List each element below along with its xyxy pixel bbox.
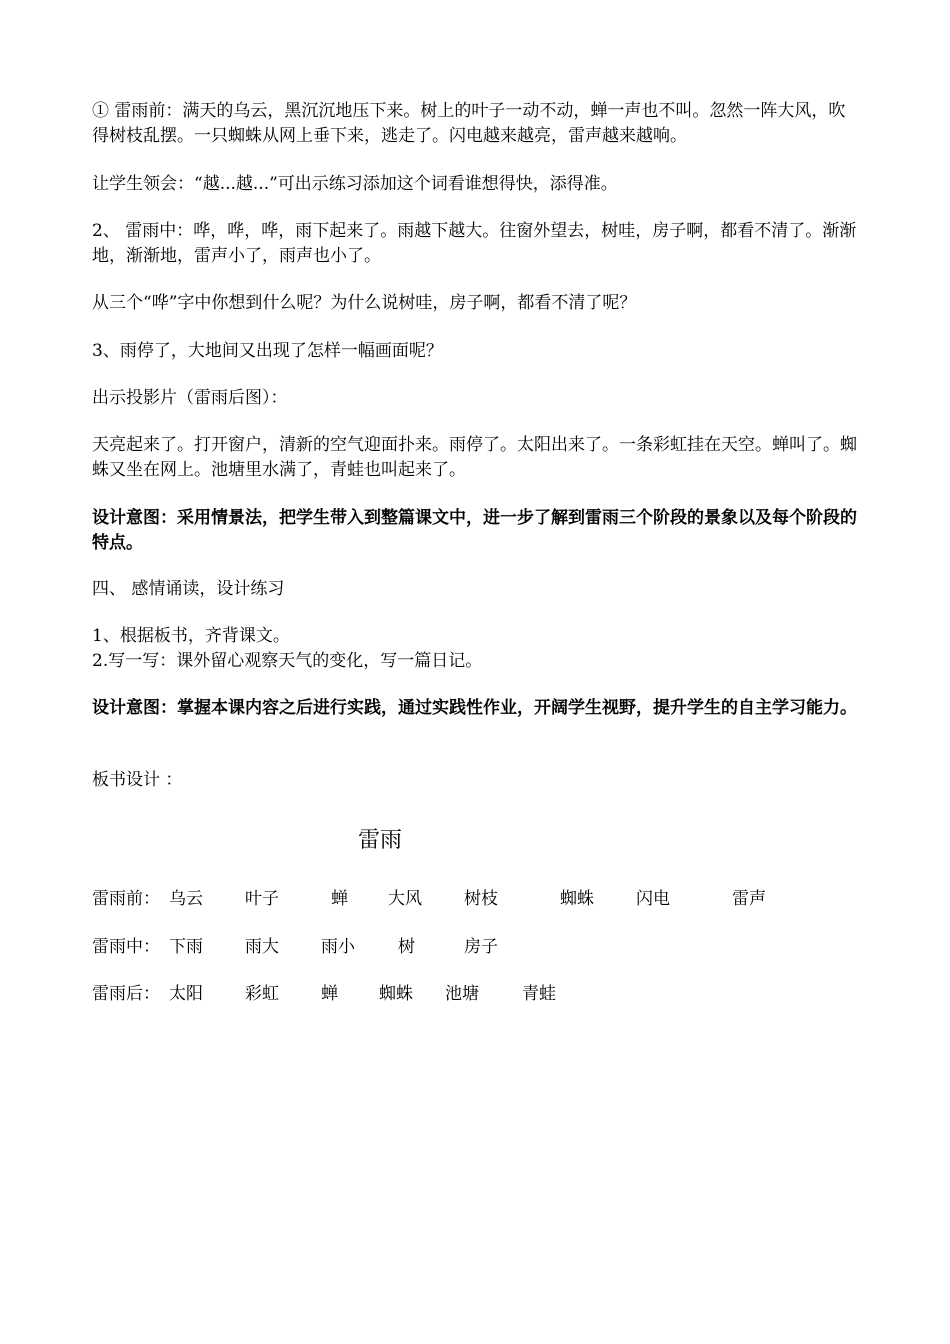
board-row-label: 雷雨前： <box>92 889 160 909</box>
board-item: 树 <box>398 937 415 957</box>
board-item: 乌云 <box>169 889 203 909</box>
board-item: 蝉 <box>331 889 348 909</box>
paragraph-slide: 出示投影片（雷雨后图）： <box>92 388 288 408</box>
paragraph-exercise-1: 1、根据板书，齐背课文。 <box>92 626 290 646</box>
board-item: 闪电 <box>636 889 670 909</box>
board-row-label: 雷雨后： <box>92 984 160 1004</box>
paragraph-after-storm-question: 3、雨停了，大地间又出现了怎样一幅画面呢？ <box>92 341 443 361</box>
paragraph-design-intent-1: 设计意图：采用情景法，把学生带入到整篇课文中，进一步了解到雷雨三个阶段的景象以及每个阶段的特点。 <box>92 508 857 553</box>
paragraph-exercise-2: 2.写一写：课外留心观察天气的变化，写一篇日记。 <box>92 651 483 671</box>
board-item: 雷声 <box>732 889 766 909</box>
paragraph-board-heading: 板书设计 ： <box>92 770 183 790</box>
board-item: 叶子 <box>245 889 279 909</box>
board-item: 太阳 <box>169 984 203 1004</box>
board-item: 蜘蛛 <box>379 984 413 1004</box>
paragraph-before-storm: ① 雷雨前：满天的乌云，黑沉沉地压下来。树上的叶子一动不动，蝉一声也不叫。忽然一阵大风，吹得树枝乱摆。一只蜘蛛从网上垂下来，逃走了。闪电越来越亮，雷声越来越响。 <box>92 101 846 146</box>
board-item: 池塘 <box>445 984 479 1004</box>
paragraph-after-storm: 天亮起来了。打开窗户，清新的空气迎面扑来。雨停了。太阳出来了。一条彩虹挂在天空。蝉叫了。蜘蛛又坐在网上。池塘里水满了，青蛙也叫起来了。 <box>92 435 857 480</box>
paragraph-comprehension: 让学生领会：“越...越...”可出示练习添加这个词看谁想得快，添得准。 <box>92 174 618 194</box>
board-title: 雷雨 <box>358 828 403 853</box>
paragraph-during-storm: 2、 雷雨中：哗，哗，哗，雨下起来了。雨越下越大。往窗外望去，树哇，房子啊，都看不清了。渐渐地，渐渐地，雷声小了，雨声也小了。 <box>92 221 857 266</box>
board-item: 雨大 <box>245 937 279 957</box>
board-item: 大风 <box>388 889 422 909</box>
board-item: 雨小 <box>321 937 355 957</box>
board-item: 树枝 <box>464 889 498 909</box>
board-item: 下雨 <box>169 937 203 957</box>
section-heading-four: 四、 感情诵读，设计练习 <box>92 579 285 599</box>
paragraph-design-intent-2: 设计意图：掌握本课内容之后进行实践，通过实践性作业，开阔学生视野，提升学生的自主学习能力。 <box>92 698 857 718</box>
paragraph-question-hua: 从三个“哗”字中你想到什么呢？为什么说树哇，房子啊，都看不清了呢？ <box>92 293 637 313</box>
board-item: 蝉 <box>321 984 338 1004</box>
board-item: 青蛙 <box>522 984 556 1004</box>
board-item: 彩虹 <box>245 984 279 1004</box>
board-item: 房子 <box>464 937 498 957</box>
board-item: 蜘蛛 <box>560 889 594 909</box>
board-row-label: 雷雨中： <box>92 937 160 957</box>
